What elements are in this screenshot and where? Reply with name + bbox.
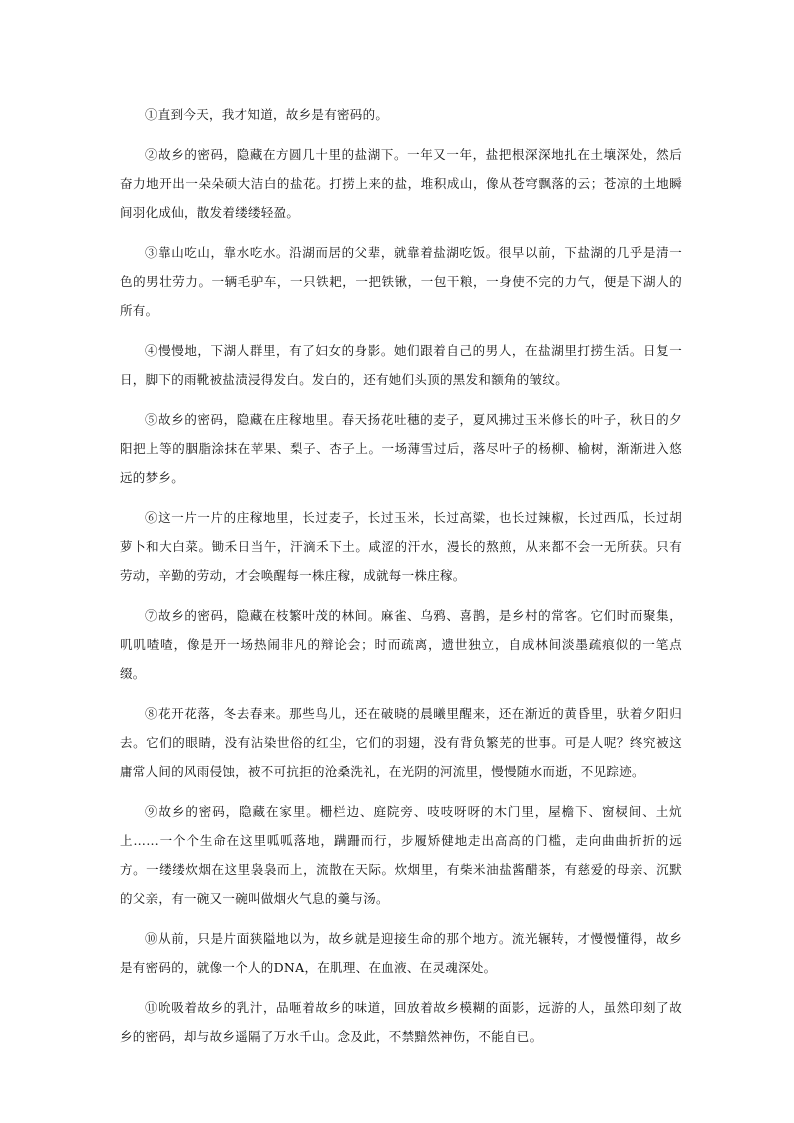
paragraph-1: ①直到今天，我才知道，故乡是有密码的。 [145, 107, 389, 122]
paragraph-8: ⑧花开花落，冬去春来。那些鸟儿，还在破晓的晨曦里醒来，还在渐近的黄昏里，驮着夕阳归去。它们的眼睛，没有沾染世俗的红尘，它们的羽翅，没有背负繁芜的世事。可是人呢？终究被这庸常人间的风雨侵蚀，被不可抗拒的沧桑洗礼，在光阴的河流里，慢慢随水而逝，不见踪迹。 [120, 706, 682, 779]
paragraph-11: ⑪吮吸着故乡的乳汁，品咂着故乡的味道，回放着故乡模糊的面影，远游的人，虽然印刻了故乡的密码，却与故乡遥隔了万水千山。念及此，不禁黯然神伤，不能自已。 [120, 1000, 682, 1044]
essay-body [120, 100, 682, 1062]
paragraph-4: ④慢慢地，下湖人群里，有了妇女的身影。她们跟着自己的男人，在盐湖里打捞生活。日复一日，脚下的雨靴被盐渍浸得发白。发白的，还有她们头顶的黑发和额角的皱纹。 [120, 343, 682, 387]
paragraph-2: ②故乡的密码，隐藏在方圆几十里的盐湖下。一年又一年，盐把根深深地扎在土壤深处，然后奋力地开出一朵朵硕大洁白的盐花。打捞上来的盐，堆积成山，像从苍穹飘落的云；苍凉的土地瞬间羽化成仙，散发着缕缕轻盈。 [120, 147, 682, 220]
paragraph-3: ③靠山吃山，靠水吃水。沿湖而居的父辈，就靠着盐湖吃饭。很早以前，下盐湖的几乎是清一色的男壮劳力。一辆毛驴车，一只铁耙，一把铁锹，一包干粮，一身使不完的力气，便是下湖人的所有。 [120, 245, 682, 318]
paragraph-7: ⑦故乡的密码，隐藏在枝繁叶茂的林间。麻雀、乌鸦、喜鹊，是乡村的常客。它们时而聚集，叽叽喳喳，像是开一场热闹非凡的辩论会；时而疏离，遗世独立，自成林间淡墨疏痕似的一笔点缀。 [120, 608, 682, 681]
paragraph-9: ⑨故乡的密码，隐藏在家里。栅栏边、庭院旁、吱吱呀呀的木门里，屋檐下、窗棂间、土炕上……一个个生命在这里呱呱落地，蹒跚而行，步履矫健地走出高高的门槛，走向曲曲折折的远方。一缕缕炊烟在这里袅袅而上，流散在天际。炊烟里，有柴米油盐酱醋茶，有慈爱的母亲、沉默的父亲，有一碗又一碗叫做烟火气息的羹与汤。 [120, 804, 682, 906]
paragraph-6: ⑥这一片一片的庄稼地里，长过麦子，长过玉米，长过高粱，也长过辣椒，长过西瓜，长过胡萝卜和大白菜。锄禾日当午，汗滴禾下土。咸涩的汗水，漫长的熬煎，从来都不会一无所获。只有劳动，辛勤的劳动，才会唤醒每一株庄稼，成就每一株庄稼。 [120, 510, 682, 583]
paragraph-5: ⑤故乡的密码，隐藏在庄稼地里。春天扬花吐穗的麦子，夏风拂过玉米修长的叶子，秋日的夕阳把上等的胭脂涂抹在苹果、梨子、杏子上。一场薄雪过后，落尽叶子的杨柳、榆树，渐渐进入悠远的梦乡。 [120, 412, 682, 485]
paragraph-10: ⑩从前，只是片面狭隘地以为，故乡就是迎接生命的那个地方。流光辗转，才慢慢懂得，故乡是有密码的，就像一个人的DNA，在肌理、在血液、在灵魂深处。 [120, 931, 682, 975]
